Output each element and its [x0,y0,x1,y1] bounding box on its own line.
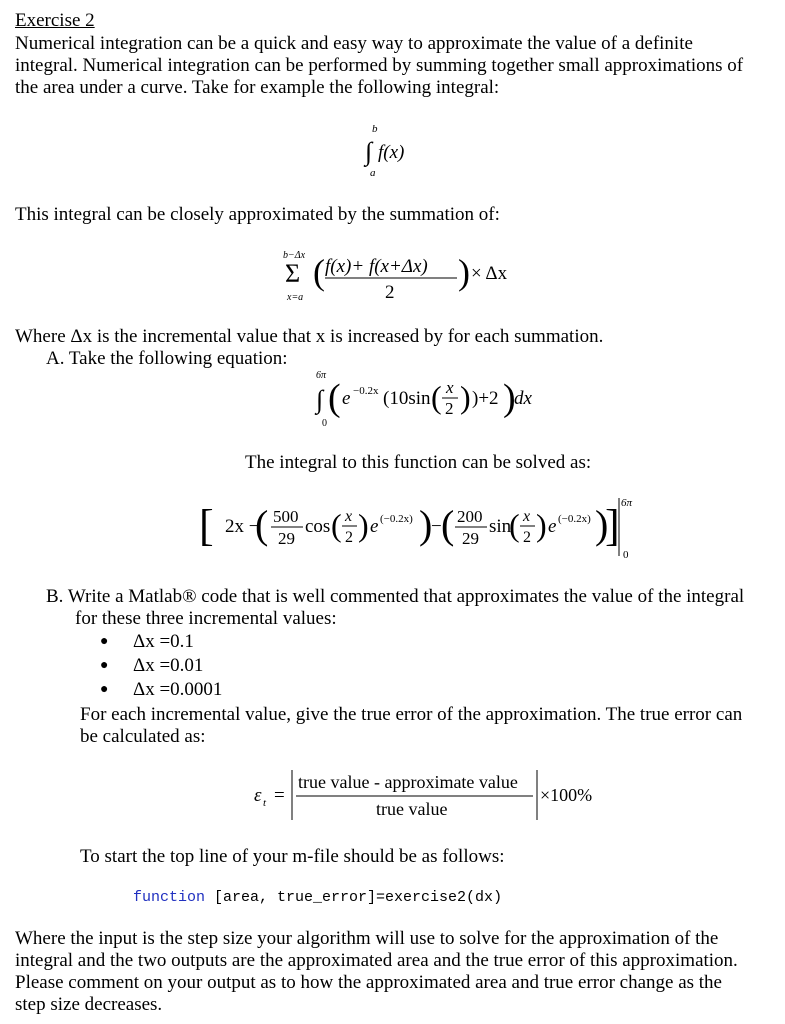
sin-paren-open: ( [509,507,520,543]
eq4-sin: sin [489,516,512,537]
code-signature: [area, true_error]=exercise2(dx) [205,889,503,906]
right-paren: ) [458,252,470,292]
equation-integral-a [310,366,550,430]
eq2-lower-limit: x=a [287,292,304,303]
eq4-lower: 0 [623,549,629,561]
eq4-two-1: 2 [345,529,353,546]
eq5-epsilon: ε [254,785,262,806]
eq1-lower-limit: a [370,167,376,179]
closing-line-4: step size decreases. [15,994,163,1015]
paren-1-close: ) [419,502,433,547]
eq4-lead: 2x − [225,516,260,537]
eq3-tail: )+2 [472,388,499,409]
eq5-subscript: t [263,797,267,809]
eq3-upper-limit: 6π [316,370,327,381]
closing-line-3: Please comment on your output as to how the approximated area and true error change as the [15,972,722,993]
outer-right-bracket: ] [605,501,620,550]
eq4-c1-num: 500 [273,507,299,526]
integral-sign: ∫ [365,137,373,166]
bullet-dot-2: ● [100,658,109,673]
eq5-numerator: true value - approximate value [298,772,518,792]
eq5-equals: = [274,785,285,806]
eq3-lower-limit: 0 [322,418,327,429]
intro-line-3: the area under a curve. Take for example the following integral: [15,77,500,98]
eq4-x-1: x [345,508,353,525]
cos-paren-open: ( [331,507,342,543]
equation-summation [275,246,515,306]
equation-definite-integral [340,118,450,182]
eq3-dx: dx [514,388,532,409]
eq4-c2-den: 29 [462,529,479,548]
left-paren: ( [313,252,325,292]
paren-2-close: ) [595,502,609,547]
eq3-frac-den: 2 [445,399,454,418]
paren-1-open: ( [255,502,269,547]
eq4-e-2: e [548,516,557,537]
eq3-mid: (10sin [383,388,431,409]
bullet-item-1: Δx =0.1 [133,631,194,652]
exercise-title: Exercise 2 [15,10,95,31]
part-b-line-1: B. Write a Matlab® code that is well commented that approximates the value of the integral [46,586,745,607]
inner-left-paren: ( [431,379,442,415]
eq4-upper: 6π [621,497,633,509]
bullet-dot-3: ● [100,682,109,697]
where-sentence: Where Δx is the incremental value that x is increased by for each summation. [15,326,604,347]
eq4-two-2: 2 [523,529,531,546]
outer-left-bracket: [ [199,501,214,550]
eq2-upper-limit: b−Δx [283,250,306,261]
eq4-e-1: e [370,516,379,537]
code-keyword: function [133,889,206,906]
eq4-c1-den: 29 [278,529,295,548]
closing-line-1: Where the input is the step size your algorithm will use to solve for the approximation of the [15,928,719,949]
eq4-minus: − [431,516,442,537]
eq1-upper-limit: b [372,123,378,135]
bullet-item-3: Δx =0.0001 [133,679,223,700]
error-line-2: be calculated as: [80,726,206,747]
eq4-exp-1: (−0.2x) [380,513,413,525]
right-bracket: ) [503,377,516,419]
eq3-e: e [342,388,351,409]
equation-true-error [250,766,630,824]
closing-line-2: integral and the two outputs are the approximated area and the true error of this approximation. [15,950,738,971]
error-line-1: For each incremental value, give the true error of the approximation. The true error can [80,704,743,725]
equation-antiderivative [195,492,635,562]
eq4-cos: cos [305,516,331,537]
integral-sign: ∫ [316,385,324,414]
left-bracket: ( [328,377,341,419]
sin-paren-close: ) [536,507,547,543]
intro-line-2: integral. Numerical integration can be performed by summing together small approximations of [15,55,744,76]
part-b-line-2: for these three incremental values: [75,608,337,629]
eq2-denominator: 2 [385,282,395,303]
eq4-c2-num: 200 [457,507,483,526]
eq1-integrand: f(x) [378,142,405,163]
eq4-x-2: x [523,508,531,525]
approx-sentence: This integral can be closely approximated by the summation of: [15,204,500,225]
part-a-label: A. Take the following equation: [46,348,288,369]
cos-paren-close: ) [358,507,369,543]
eq3-frac-num: x [446,378,454,397]
bullet-item-2: Δx =0.01 [133,655,204,676]
code-line [133,889,502,906]
start-sentence: To start the top line of your m-file should be as follows: [80,846,505,867]
eq2-times: × Δx [471,263,508,284]
solved-sentence: The integral to this function can be solved as: [245,452,592,473]
sigma-sign: Σ [285,259,301,288]
bullet-dot-1: ● [100,634,109,649]
eq3-exponent: −0.2x [353,385,379,397]
eq2-numerator: f(x)+ f(x+Δx) [325,256,428,277]
intro-line-1: Numerical integration can be a quick and easy way to approximate the value of a definite [15,33,693,54]
paren-2-open: ( [441,502,455,547]
eq5-times: ×100% [540,785,593,805]
eq4-exp-2: (−0.2x) [558,513,591,525]
eq5-denominator: true value [376,799,448,819]
inner-right-paren: ) [460,379,471,415]
